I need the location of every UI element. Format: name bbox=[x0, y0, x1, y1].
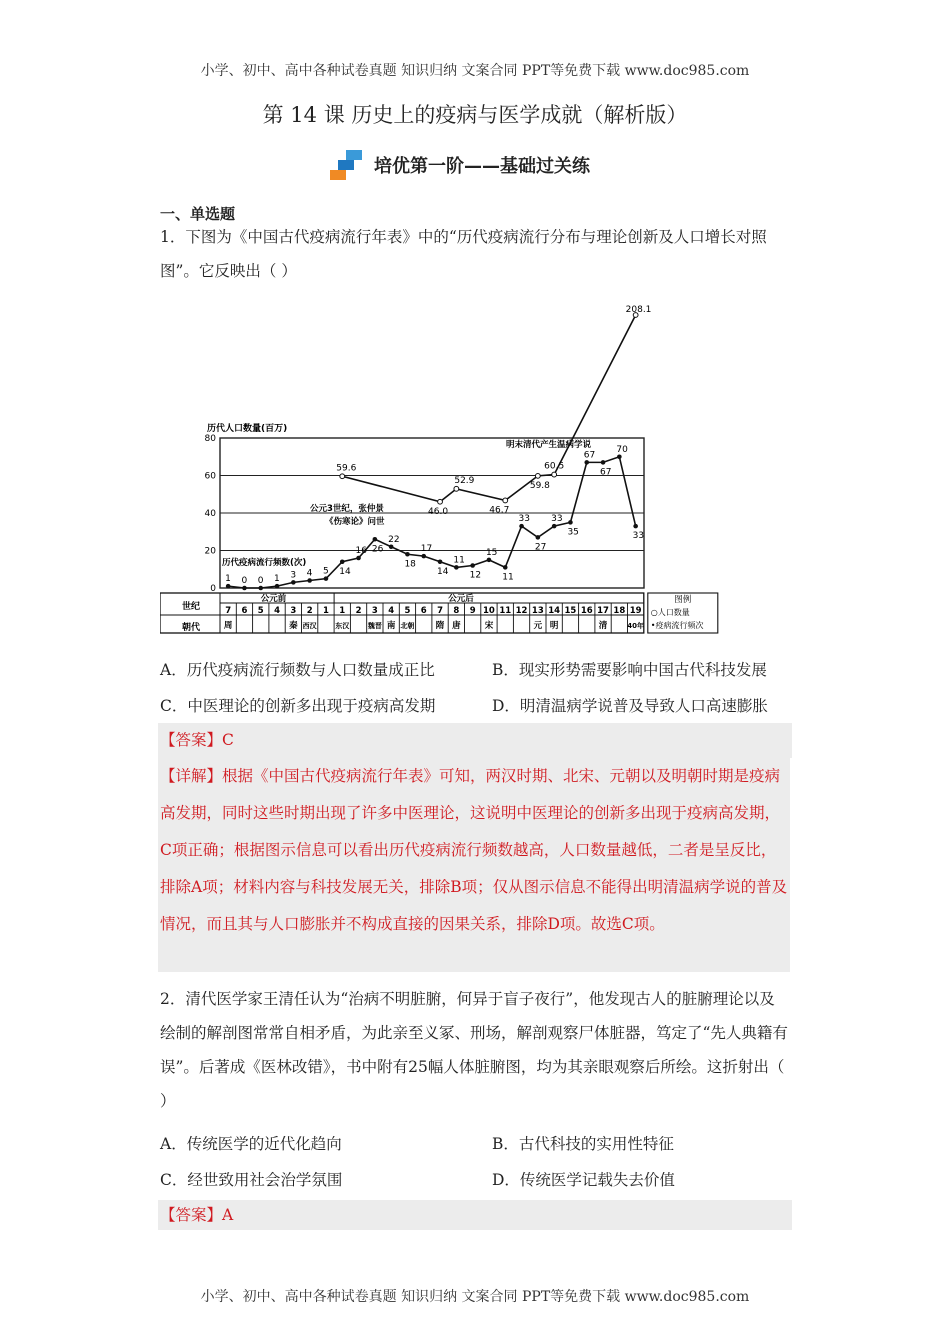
epidemic-value-label: 17 bbox=[420, 544, 433, 555]
table-dynasty-cell: 魏晋 bbox=[367, 622, 382, 630]
epidemic-value-label: 33 bbox=[632, 531, 645, 542]
table-dynasty-label: 朝代 bbox=[182, 623, 201, 633]
population-value-label: 208.1 bbox=[625, 305, 652, 315]
epidemic-point bbox=[552, 524, 557, 529]
table-dynasty-cell: 秦 bbox=[289, 621, 298, 631]
population-point bbox=[503, 498, 508, 503]
table-century-cell: 15 bbox=[564, 606, 577, 616]
table-century-cell: 4 bbox=[388, 606, 395, 616]
population-value-label: 52.9 bbox=[454, 475, 475, 486]
epidemic-point bbox=[503, 565, 508, 570]
epidemic-value-label: 33 bbox=[551, 514, 563, 525]
epidemic-point bbox=[519, 524, 524, 529]
y-tick-label: 80 bbox=[204, 434, 216, 444]
epidemic-value-label: 1 bbox=[225, 574, 231, 585]
table-dynasty-cell: 元 bbox=[533, 621, 543, 631]
epidemic-point bbox=[356, 556, 361, 561]
table-century-cell: 3 bbox=[371, 606, 378, 616]
table-dynasty-cell: 隋 bbox=[435, 621, 445, 631]
chart-century-table bbox=[160, 593, 644, 633]
epidemic-point bbox=[291, 580, 296, 585]
epidemic-value-label: 11 bbox=[453, 555, 465, 566]
table-century-cell: 18 bbox=[613, 606, 626, 616]
epidemic-value-label: 0 bbox=[241, 576, 248, 586]
q2-option-d[interactable]: D．传统医学记载失去价值 bbox=[492, 1171, 675, 1189]
table-dynasty-cell: 宋 bbox=[484, 621, 494, 631]
epidemic-point bbox=[536, 535, 541, 540]
steps-logo-icon bbox=[330, 150, 368, 180]
table-century-cell: 11 bbox=[499, 606, 512, 616]
population-point bbox=[552, 472, 557, 477]
table-century-cell: 19 bbox=[629, 606, 642, 616]
epidemic-point bbox=[601, 460, 606, 465]
table-century-cell: 7 bbox=[437, 606, 444, 616]
epidemic-value-label: 16 bbox=[355, 546, 368, 556]
table-century-cell: 5 bbox=[257, 606, 264, 616]
table-century-cell: 6 bbox=[241, 606, 248, 616]
question-1-stem: 1．下图为《中国古代疫病流行年表》中的“历代疫病流行分布与理论创新及人口增长对照图”。它反映出（ ） bbox=[160, 228, 767, 280]
table-century-cell: 2 bbox=[355, 606, 362, 616]
annotation-shanghan: 《伤寒论》问世 bbox=[325, 517, 385, 527]
table-dynasty-cell: 西汉 bbox=[302, 622, 317, 630]
epidemic-value-label: 0 bbox=[257, 576, 264, 586]
table-century-cell: 4 bbox=[274, 606, 281, 616]
epidemic-line bbox=[228, 457, 636, 588]
epidemic-population-chart bbox=[160, 297, 720, 647]
page-header: 小学、初中、高中各种试卷真题 知识归纳 文案合同 PPT等免费下载 www.doc985.com bbox=[200, 63, 750, 79]
question-2-stem: 2．清代医学家王清任认为“治病不明脏腑，何异于盲子夜行”，他发现古人的脏腑理论以及绘制的解剖图常常自相矛盾，为此亲至义冢、刑场，解剖观察尸体脏器，笃定了“先人典籍有误”。后著成《医林改错》，书中附有25幅人体脏腑图，均为其亲眼观察后所绘。这折射出（ ） bbox=[160, 990, 788, 1110]
table-dynasty-cell: 南 bbox=[386, 621, 396, 631]
table-century-cell: 2 bbox=[306, 606, 313, 616]
q2-option-b[interactable]: B．古代科技的实用性特征 bbox=[492, 1135, 674, 1153]
page-footer: 小学、初中、高中各种试卷真题 知识归纳 文案合同 PPT等免费下载 www.doc985.com bbox=[200, 1289, 750, 1305]
table-century-cell: 1 bbox=[322, 606, 329, 616]
annotation-wenbing: 明末清代产生温病学说 bbox=[506, 440, 592, 450]
chart-y-axis bbox=[205, 434, 644, 594]
epidemic-point bbox=[242, 586, 247, 591]
epidemic-value-label: 33 bbox=[518, 514, 531, 525]
chart-legend bbox=[648, 593, 718, 633]
epidemic-value-label: 18 bbox=[404, 559, 416, 570]
table-century-label: 世纪 bbox=[182, 602, 201, 612]
table-dynasty-cell: 40年 bbox=[627, 622, 645, 630]
epidemic-value-label: 3 bbox=[290, 570, 297, 581]
section-heading: 一、单选题 bbox=[160, 205, 236, 223]
epidemic-value-label: 67 bbox=[583, 450, 596, 461]
epidemic-point bbox=[307, 578, 312, 583]
epidemic-value-label: 11 bbox=[502, 572, 514, 583]
table-dynasty-cell: 明 bbox=[549, 621, 559, 631]
population-value-label: 60.5 bbox=[544, 461, 565, 472]
epidemic-value-label: 4 bbox=[306, 568, 313, 579]
q1-answer: 【答案】C bbox=[158, 723, 792, 758]
epidemic-value-label: 12 bbox=[469, 570, 482, 581]
epidemic-point bbox=[438, 559, 443, 564]
epidemic-value-label: 70 bbox=[616, 444, 628, 455]
population-value-label: 59.8 bbox=[529, 480, 550, 491]
epidemic-value-label: 14 bbox=[339, 566, 351, 577]
table-dynasty-cell: 唐 bbox=[452, 621, 461, 631]
q1-option-b[interactable]: B．现实形势需要影响中国古代科技发展 bbox=[492, 661, 767, 679]
y-tick-label: 40 bbox=[204, 509, 216, 519]
table-dynasty-cell: 北朝 bbox=[400, 622, 415, 630]
population-value-label: 59.6 bbox=[336, 463, 357, 474]
population-point bbox=[454, 486, 459, 491]
q2-option-a[interactable]: A．传统医学的近代化趋向 bbox=[160, 1135, 342, 1153]
q1-option-c[interactable]: C．中医理论的创新多出现于疫病高发期 bbox=[160, 697, 436, 715]
epidemic-value-label: 22 bbox=[388, 534, 400, 545]
legend-title: 图例 bbox=[674, 595, 692, 605]
population-value-label: 46.0 bbox=[428, 506, 449, 517]
epidemic-point bbox=[584, 460, 589, 465]
table-century-cell: 9 bbox=[469, 606, 476, 616]
chart-ylabel: 历代人口数量(百万) bbox=[207, 424, 288, 434]
page-title: 第 14 课 历史上的疫病与医学成就（解析版） bbox=[262, 103, 688, 127]
table-century-cell: 3 bbox=[290, 606, 297, 616]
population-series bbox=[336, 305, 651, 517]
table-century-cell: 6 bbox=[420, 606, 427, 616]
epidemic-value-label: 35 bbox=[567, 527, 579, 538]
annotation-zhang: 公元3世纪，张仲景 bbox=[310, 504, 384, 514]
epidemic-value-label: 26 bbox=[371, 544, 384, 555]
population-line bbox=[342, 315, 635, 502]
epidemic-value-label: 5 bbox=[322, 566, 329, 577]
epidemic-point bbox=[226, 584, 231, 589]
y-tick-label: 20 bbox=[204, 546, 216, 557]
epidemic-point bbox=[405, 552, 410, 557]
table-century-cell: 17 bbox=[597, 606, 609, 616]
epidemic-point bbox=[568, 520, 573, 525]
table-century-cell: 10 bbox=[483, 606, 495, 616]
epidemic-value-label: 27 bbox=[534, 542, 547, 553]
epidemic-point bbox=[487, 558, 492, 563]
epidemic-point bbox=[454, 565, 459, 570]
epidemic-value-label: 67 bbox=[600, 467, 612, 478]
table-century-cell: 7 bbox=[225, 606, 232, 616]
population-value-label: 46.7 bbox=[489, 505, 510, 516]
epidemic-value-label: 15 bbox=[485, 547, 498, 558]
epidemic-point bbox=[389, 544, 394, 549]
table-century-cell: 16 bbox=[580, 606, 593, 616]
table-dynasty-cell: 周 bbox=[223, 621, 233, 631]
table-century-cell: 8 bbox=[453, 606, 460, 616]
y-tick-label: 60 bbox=[204, 471, 216, 482]
q2-option-c[interactable]: C．经世致用社会治学氛围 bbox=[160, 1171, 343, 1189]
table-century-cell: 13 bbox=[531, 606, 544, 616]
table-bc-label: 公元前 bbox=[260, 594, 287, 604]
table-dynasty-cell: 东汉 bbox=[335, 622, 350, 630]
epidemic-point bbox=[617, 454, 622, 459]
epidemic-value-label: 1 bbox=[274, 574, 280, 585]
population-point bbox=[340, 474, 345, 479]
q2-answer: 【答案】A bbox=[158, 1200, 792, 1230]
epidemic-series-label: 历代疫病流行频数(次) bbox=[222, 558, 307, 568]
epidemic-point bbox=[340, 559, 345, 564]
subtitle-block bbox=[330, 150, 590, 180]
subtitle: 培优第一阶——基础过关练 bbox=[374, 156, 590, 177]
epidemic-point bbox=[421, 554, 426, 559]
q1-option-d[interactable]: D．明清温病学说普及导致人口高速膨胀 bbox=[492, 697, 768, 715]
epidemic-point bbox=[633, 524, 638, 529]
table-century-cell: 1 bbox=[339, 606, 346, 616]
epidemic-point bbox=[275, 584, 280, 589]
epidemic-point bbox=[324, 576, 329, 581]
epidemic-value-label: 14 bbox=[437, 566, 449, 577]
epidemic-point bbox=[470, 563, 475, 568]
legend-item: ○人口数量 bbox=[650, 608, 690, 617]
table-dynasty-cell: 清 bbox=[598, 621, 608, 631]
population-point bbox=[535, 473, 540, 478]
table-century-cell: 5 bbox=[404, 606, 411, 616]
y-tick-label: 0 bbox=[210, 584, 216, 594]
population-point bbox=[438, 499, 443, 504]
epidemic-point bbox=[258, 586, 263, 591]
legend-item: •疫病流行频次 bbox=[650, 621, 704, 630]
table-ad-label: 公元后 bbox=[448, 594, 474, 604]
epidemic-point bbox=[373, 537, 378, 542]
epidemic-series bbox=[225, 445, 644, 591]
table-century-cell: 14 bbox=[548, 606, 561, 616]
q1-option-a[interactable]: A．历代疫病流行频数与人口数量成正比 bbox=[160, 661, 435, 679]
table-century-cell: 12 bbox=[515, 606, 528, 616]
q1-detail: 【详解】根据《中国古代疫病流行年表》可知，两汉时期、北宋、元朝以及明朝时期是疫病高发期，同时这些时期出现了许多中医理论，这说明中医理论的创新多出现于疫病高发期，C项正确；根据图示信息可以看出历代疫病流行频数越高，人口数量越低，二者是呈反比，排除A项；材料内容与科技发展无关，排除B项；仅从图示信息不能得出明清温病学说的普及情况，而且其与人口膨胀并不构成直接的因果关系，排除D项。故选C项。 bbox=[158, 758, 790, 972]
